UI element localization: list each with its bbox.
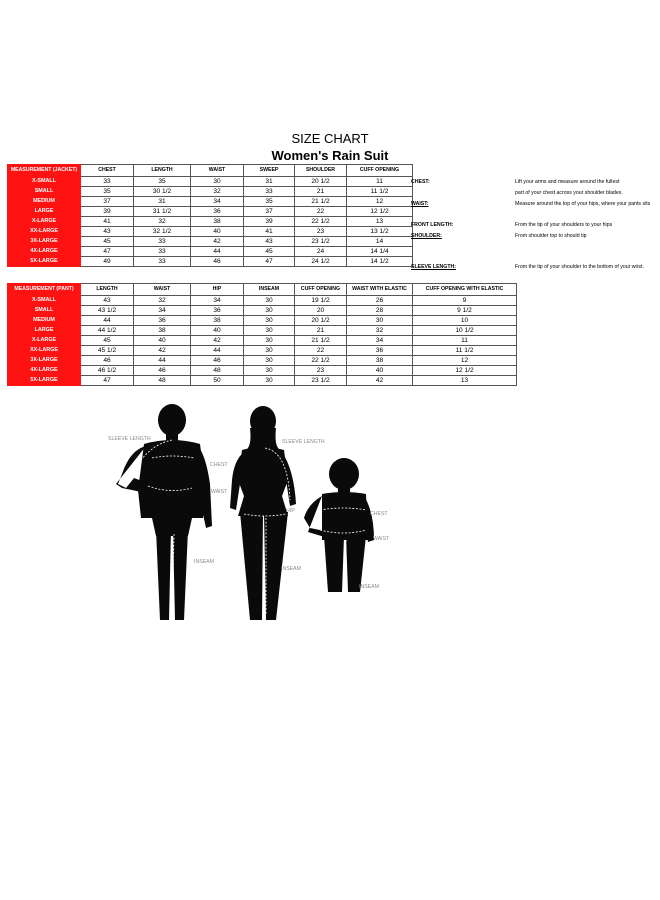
- note-shoulder-desc: From shoulder top to should tip: [515, 233, 587, 239]
- pant-header-cell: INSEAM: [244, 284, 295, 296]
- jacket-value-cell: 11: [347, 177, 413, 187]
- jacket-size-label: X-LARGE: [8, 217, 81, 227]
- label-child-inseam: INSEAM: [359, 584, 379, 590]
- jacket-value-cell: 36: [191, 207, 244, 217]
- note-front-length-label: FRONT LENGTH:: [411, 222, 454, 228]
- jacket-header-cell: CUFF OPENING: [347, 165, 413, 177]
- jacket-size-label: MEDIUM: [8, 197, 81, 207]
- jacket-size-label: 4X-LARGE: [8, 247, 81, 257]
- table-row: [8, 356, 517, 366]
- jacket-value-cell: 23: [295, 227, 347, 237]
- note-sleeve-desc: From the tip of your shoulder to the bottom of your wrist.: [515, 264, 644, 270]
- pant-value-cell: 20 1/2: [295, 316, 347, 326]
- jacket-size-label: LARGE: [8, 207, 81, 217]
- pant-value-cell: 44 1/2: [81, 326, 134, 336]
- jacket-value-cell: 43: [244, 237, 295, 247]
- pant-value-cell: 30: [244, 296, 295, 306]
- jacket-value-cell: 12: [347, 197, 413, 207]
- note-chest-label: CHEST:: [411, 179, 430, 185]
- jacket-value-cell: 35: [81, 187, 134, 197]
- chart-subtitle: Women's Rain Suit: [271, 148, 389, 163]
- jacket-value-cell: 32: [134, 217, 191, 227]
- pant-value-cell: 36: [347, 346, 413, 356]
- pant-value-cell: 34: [191, 296, 244, 306]
- pant-value-cell: 10: [413, 316, 517, 326]
- label-child-waist: WAIST: [373, 536, 390, 542]
- pant-value-cell: 30: [244, 346, 295, 356]
- table-row: [8, 247, 413, 257]
- note-waist-desc: Measure around the top of your hips, where your pants sits: [515, 201, 651, 207]
- jacket-value-cell: 43: [81, 227, 134, 237]
- jacket-header-cell: WAIST: [191, 165, 244, 177]
- pant-value-cell: 12 1/2: [413, 366, 517, 376]
- note-sleeve-label: SLEEVE LENGTH:: [411, 264, 456, 270]
- pant-value-cell: 30: [244, 356, 295, 366]
- pant-header-cell: WAIST WITH ELASTIC: [347, 284, 413, 296]
- pant-value-cell: 22 1/2: [295, 356, 347, 366]
- pant-value-cell: 32: [347, 326, 413, 336]
- pant-value-cell: 23 1/2: [295, 376, 347, 386]
- jacket-header-cell: SHOULDER: [295, 165, 347, 177]
- table-row: [8, 336, 517, 346]
- jacket-value-cell: 31: [244, 177, 295, 187]
- jacket-value-cell: 35: [134, 177, 191, 187]
- note-chest-desc-2: part of your chest across your shoulder blades.: [515, 190, 623, 196]
- jacket-value-cell: 30: [191, 177, 244, 187]
- jacket-value-cell: 32: [191, 187, 244, 197]
- jacket-value-cell: 34: [191, 197, 244, 207]
- pant-value-cell: 43 1/2: [81, 306, 134, 316]
- label-woman-hip: HIP: [286, 508, 295, 514]
- pant-value-cell: 30: [244, 306, 295, 316]
- jacket-value-cell: 39: [244, 217, 295, 227]
- jacket-value-cell: 47: [244, 257, 295, 267]
- table-row: [8, 187, 413, 197]
- jacket-value-cell: 37: [81, 197, 134, 207]
- note-chest-desc-1: Lift your arms and measure around the fullest: [515, 179, 620, 185]
- jacket-value-cell: 33: [244, 187, 295, 197]
- pant-value-cell: 34: [347, 336, 413, 346]
- pant-value-cell: 30: [347, 316, 413, 326]
- pant-value-cell: 38: [191, 316, 244, 326]
- jacket-value-cell: 22: [295, 207, 347, 217]
- pant-value-cell: 19 1/2: [295, 296, 347, 306]
- jacket-value-cell: 40: [191, 227, 244, 237]
- jacket-value-cell: 44: [191, 247, 244, 257]
- jacket-value-cell: 39: [81, 207, 134, 217]
- jacket-value-cell: 45: [244, 247, 295, 257]
- pant-value-cell: 48: [134, 376, 191, 386]
- pant-value-cell: 42: [134, 346, 191, 356]
- jacket-size-label: SMALL: [8, 187, 81, 197]
- jacket-value-cell: 46: [191, 257, 244, 267]
- pant-value-cell: 42: [347, 376, 413, 386]
- table-row: [8, 326, 517, 336]
- table-row: [8, 306, 517, 316]
- pant-header-row: [8, 284, 517, 296]
- pant-value-cell: 43: [81, 296, 134, 306]
- jacket-size-table: [7, 164, 413, 267]
- pant-value-cell: 36: [134, 316, 191, 326]
- pant-value-cell: 30: [244, 316, 295, 326]
- table-row: [8, 257, 413, 267]
- pant-value-cell: 38: [134, 326, 191, 336]
- pant-header-cell: HIP: [191, 284, 244, 296]
- pant-value-cell: 10 1/2: [413, 326, 517, 336]
- jacket-value-cell: 12 1/2: [347, 207, 413, 217]
- jacket-value-cell: 32 1/2: [134, 227, 191, 237]
- jacket-header-row: [8, 165, 413, 177]
- jacket-value-cell: 13: [347, 217, 413, 227]
- table-row: [8, 207, 413, 217]
- pant-value-cell: 30: [244, 366, 295, 376]
- pant-value-cell: 50: [191, 376, 244, 386]
- pant-value-cell: 28: [347, 306, 413, 316]
- label-child-chest: CHEST: [370, 511, 388, 517]
- pant-value-cell: 46 1/2: [81, 366, 134, 376]
- pant-value-cell: 32: [134, 296, 191, 306]
- pant-header-cell: CUFF OPENING: [295, 284, 347, 296]
- jacket-value-cell: 35: [244, 197, 295, 207]
- label-woman-sleeve: SLEEVE LENGTH: [282, 439, 325, 445]
- pant-value-cell: 40: [191, 326, 244, 336]
- pant-size-label: 5X-LARGE: [8, 376, 81, 386]
- pant-value-cell: 44: [134, 356, 191, 366]
- pant-value-cell: 30: [244, 326, 295, 336]
- jacket-header-cell: MEASUREMENT (JACKET): [8, 165, 81, 177]
- table-row: [8, 237, 413, 247]
- jacket-value-cell: 33: [134, 247, 191, 257]
- pant-header-cell: CUFF OPENING WITH ELASTIC: [413, 284, 517, 296]
- note-shoulder-label: SHOULDER:: [411, 233, 442, 239]
- pant-header-cell: LENGTH: [81, 284, 134, 296]
- pant-value-cell: 9 1/2: [413, 306, 517, 316]
- table-row: [8, 366, 517, 376]
- jacket-value-cell: 24: [295, 247, 347, 257]
- pant-value-cell: 36: [191, 306, 244, 316]
- pant-size-label: SMALL: [8, 306, 81, 316]
- pant-value-cell: 12: [413, 356, 517, 366]
- pant-value-cell: 26: [347, 296, 413, 306]
- table-row: [8, 376, 517, 386]
- pant-header-cell: MEASUREMENT (PANT): [8, 284, 81, 296]
- jacket-value-cell: 33: [81, 177, 134, 187]
- pant-value-cell: 48: [191, 366, 244, 376]
- label-man-chest: CHEST: [210, 462, 228, 468]
- jacket-value-cell: 38: [191, 217, 244, 227]
- pant-value-cell: 46: [134, 366, 191, 376]
- label-man-inseam: INSEAM: [194, 559, 214, 565]
- jacket-value-cell: 30 1/2: [134, 187, 191, 197]
- jacket-value-cell: 42: [191, 237, 244, 247]
- pant-size-table: [7, 283, 517, 386]
- table-row: [8, 177, 413, 187]
- body-measurement-figure: [100, 400, 430, 625]
- jacket-value-cell: 13 1/2: [347, 227, 413, 237]
- jacket-value-cell: 47: [81, 247, 134, 257]
- jacket-value-cell: 24 1/2: [295, 257, 347, 267]
- jacket-value-cell: 14 1/4: [347, 247, 413, 257]
- table-row: [8, 346, 517, 356]
- pant-size-label: X-LARGE: [8, 336, 81, 346]
- pant-value-cell: 40: [134, 336, 191, 346]
- jacket-size-label: 5X-LARGE: [8, 257, 81, 267]
- table-row: [8, 296, 517, 306]
- chart-title: SIZE CHART: [291, 131, 369, 146]
- jacket-value-cell: 31 1/2: [134, 207, 191, 217]
- jacket-value-cell: 33: [134, 257, 191, 267]
- pant-size-label: 3X-LARGE: [8, 356, 81, 366]
- pant-value-cell: 21 1/2: [295, 336, 347, 346]
- child-silhouette: [304, 458, 374, 592]
- pant-value-cell: 46: [191, 356, 244, 366]
- jacket-value-cell: 14 1/2: [347, 257, 413, 267]
- jacket-size-label: XX-LARGE: [8, 227, 81, 237]
- pant-value-cell: 47: [81, 376, 134, 386]
- jacket-value-cell: 20 1/2: [295, 177, 347, 187]
- pant-value-cell: 30: [244, 376, 295, 386]
- pant-value-cell: 46: [81, 356, 134, 366]
- jacket-value-cell: 21: [295, 187, 347, 197]
- jacket-size-label: X-SMALL: [8, 177, 81, 187]
- jacket-size-label: 3X-LARGE: [8, 237, 81, 247]
- pant-value-cell: 20: [295, 306, 347, 316]
- label-woman-inseam: INSEAM: [281, 566, 301, 572]
- table-row: [8, 217, 413, 227]
- label-man-waist: WAIST: [211, 489, 228, 495]
- pant-value-cell: 11: [413, 336, 517, 346]
- pant-value-cell: 13: [413, 376, 517, 386]
- jacket-header-cell: CHEST: [81, 165, 134, 177]
- label-man-sleeve: SLEEVE LENGTH: [108, 436, 151, 442]
- pant-value-cell: 30: [244, 336, 295, 346]
- pant-header-cell: WAIST: [134, 284, 191, 296]
- jacket-header-cell: LENGTH: [134, 165, 191, 177]
- pant-value-cell: 44: [191, 346, 244, 356]
- jacket-value-cell: 41: [81, 217, 134, 227]
- pant-size-label: MEDIUM: [8, 316, 81, 326]
- jacket-value-cell: 11 1/2: [347, 187, 413, 197]
- note-front-length-desc: From the tip of your shoulders to your hips: [515, 222, 613, 228]
- jacket-value-cell: 21 1/2: [295, 197, 347, 207]
- pant-size-label: 4X-LARGE: [8, 366, 81, 376]
- jacket-value-cell: 22 1/2: [295, 217, 347, 227]
- pant-value-cell: 45 1/2: [81, 346, 134, 356]
- jacket-value-cell: 37: [244, 207, 295, 217]
- pant-value-cell: 45: [81, 336, 134, 346]
- pant-value-cell: 38: [347, 356, 413, 366]
- table-row: [8, 227, 413, 237]
- pant-value-cell: 40: [347, 366, 413, 376]
- jacket-header-cell: SWEEP: [244, 165, 295, 177]
- pant-value-cell: 22: [295, 346, 347, 356]
- table-row: [8, 197, 413, 207]
- table-row: [8, 316, 517, 326]
- jacket-value-cell: 23 1/2: [295, 237, 347, 247]
- pant-value-cell: 42: [191, 336, 244, 346]
- pant-value-cell: 9: [413, 296, 517, 306]
- jacket-value-cell: 31: [134, 197, 191, 207]
- jacket-value-cell: 49: [81, 257, 134, 267]
- jacket-value-cell: 33: [134, 237, 191, 247]
- pant-value-cell: 11 1/2: [413, 346, 517, 356]
- note-waist-label: WAIST:: [411, 201, 429, 207]
- pant-value-cell: 21: [295, 326, 347, 336]
- jacket-value-cell: 45: [81, 237, 134, 247]
- pant-size-label: X-SMALL: [8, 296, 81, 306]
- pant-value-cell: 44: [81, 316, 134, 326]
- pant-size-label: XX-LARGE: [8, 346, 81, 356]
- jacket-value-cell: 41: [244, 227, 295, 237]
- pant-value-cell: 23: [295, 366, 347, 376]
- pant-size-label: LARGE: [8, 326, 81, 336]
- jacket-value-cell: 14: [347, 237, 413, 247]
- pant-value-cell: 34: [134, 306, 191, 316]
